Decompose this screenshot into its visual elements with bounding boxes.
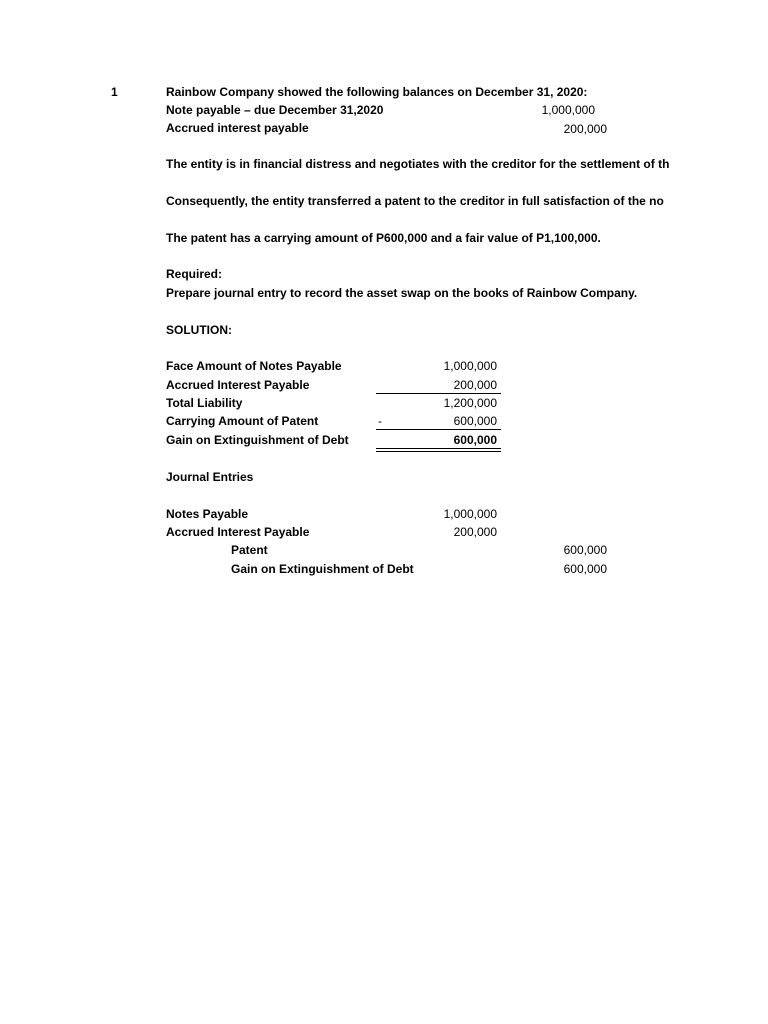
double-rule-bottom xyxy=(376,451,501,452)
balance-value-interest: 200,000 xyxy=(563,122,607,136)
solution-row-value: 1,200,000 xyxy=(443,396,497,410)
journal-debit-amount: 1,000,000 xyxy=(443,507,497,521)
problem-number: 1 xyxy=(111,85,118,99)
subtotal-rule xyxy=(376,393,501,394)
paragraph-patent-transfer: Consequently, the entity transferred a patent to the creditor in full satisfaction of the no xyxy=(166,194,664,208)
intro-text: Rainbow Company showed the following balances on December 31, 2020: xyxy=(166,85,588,99)
solution-row-label: Carrying Amount of Patent xyxy=(166,414,319,428)
solution-row-value: 200,000 xyxy=(453,378,497,392)
solution-row-label: Total Liability xyxy=(166,396,243,410)
double-rule-top xyxy=(376,448,501,449)
solution-heading: SOLUTION: xyxy=(166,323,232,337)
journal-heading: Journal Entries xyxy=(166,470,254,484)
minus-sign: - xyxy=(378,414,382,428)
solution-total-value: 600,000 xyxy=(453,433,497,447)
journal-debit-account: Accrued Interest Payable xyxy=(166,525,310,539)
journal-credit-amount: 600,000 xyxy=(563,543,607,557)
balance-value-note: 1,000,000 xyxy=(541,103,595,117)
paragraph-financial-distress: The entity is in financial distress and negotiates with the creditor for the settlement of th xyxy=(166,157,670,171)
solution-row-value: 1,000,000 xyxy=(443,359,497,373)
solution-row-label: Accrued Interest Payable xyxy=(166,378,310,392)
subtotal-rule xyxy=(376,429,501,430)
journal-credit-account: Gain on Extinguishment of Debt xyxy=(231,562,414,576)
solution-row-label: Gain on Extinguishment of Debt xyxy=(166,433,349,447)
balance-label-note: Note payable – due December 31,2020 xyxy=(166,103,384,117)
paragraph-patent-values: The patent has a carrying amount of P600,000 and a fair value of P1,100,000. xyxy=(166,231,601,245)
required-text: Prepare journal entry to record the asset swap on the books of Rainbow Company. xyxy=(166,286,638,300)
solution-row-value: 600,000 xyxy=(453,414,497,428)
required-label: Required: xyxy=(166,267,223,281)
journal-credit-account: Patent xyxy=(231,543,268,557)
solution-row-label: Face Amount of Notes Payable xyxy=(166,359,342,373)
balance-label-interest: Accrued interest payable xyxy=(166,121,309,135)
journal-debit-amount: 200,000 xyxy=(453,525,497,539)
journal-debit-account: Notes Payable xyxy=(166,507,249,521)
journal-credit-amount: 600,000 xyxy=(563,562,607,576)
